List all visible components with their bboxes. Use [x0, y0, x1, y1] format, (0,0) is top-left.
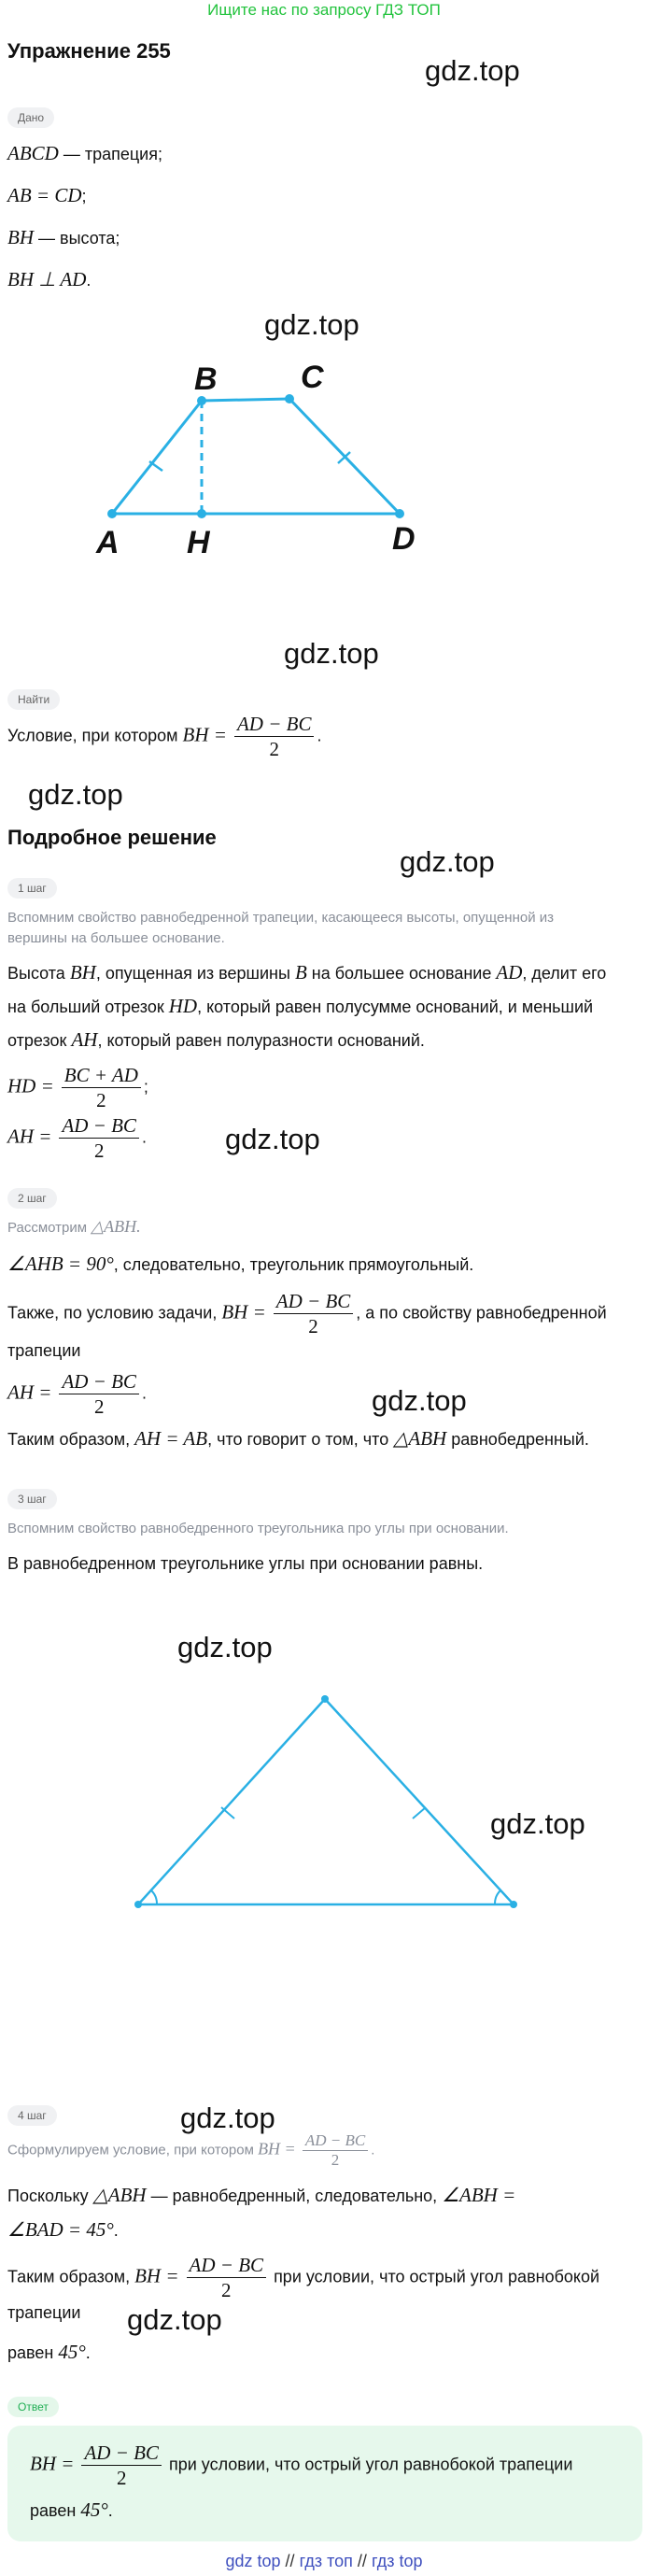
trapezoid-shape — [112, 399, 400, 514]
watermark: gdz.top — [225, 1123, 320, 1155]
vertex-point — [321, 1695, 329, 1703]
given-line-2: AB = CD; — [7, 184, 87, 206]
footer-link-gdz-top-ru[interactable]: гдз топ — [299, 2552, 353, 2570]
vertex-point — [134, 1901, 142, 1908]
watermark: gdz.top — [284, 637, 379, 670]
fraction: $\frac{AD - BC}{2}$ — [59, 1113, 139, 1163]
watermark: gdz.top — [127, 2303, 222, 2336]
fraction: $\frac{AD - BC}{2}$ — [274, 1289, 354, 1338]
given-tag: Дано — [7, 107, 54, 128]
fraction: $\frac{AD - BC}{2}$ — [187, 2253, 267, 2302]
step-2-line-4: Таким образом, AH = AB, что говорит о том, что △ABH равнобедренный. — [7, 1427, 589, 1450]
footer-link-gdz-top[interactable]: gdz top — [225, 2552, 281, 2570]
step-2-line-2: Также, по условию задачи, BH = $\frac{AD - BC}{2}$ , а по свойству равнобедренной — [7, 1290, 607, 1338]
formula-ah: AH = $\frac{AD - BC}{2}$ . — [7, 1114, 147, 1162]
step-2-line-1: ∠AHB = 90°, следовательно, треугольник прямоугольный. — [7, 1253, 474, 1275]
step-2-tag: 2 шаг — [7, 1188, 57, 1209]
angle-arc — [151, 1890, 157, 1904]
given-line-3: BH — высота; — [7, 226, 120, 248]
watermark: gdz.top — [490, 1807, 585, 1840]
formula-hd: HD = $\frac{BC + AD}{2}$ ; — [7, 1064, 148, 1111]
step-3-hint: Вспомним свойство равнобедренного треугольника про углы при основании. — [7, 1521, 509, 1536]
fraction: $\frac{AD - BC}{2}$ — [59, 1369, 139, 1419]
footer-link-gdz-top-mixed[interactable]: гдз top — [371, 2552, 423, 2570]
step-3-tag: 3 шаг — [7, 1489, 57, 1509]
step-4-line-3: Таким образом, BH = $\frac{AD - BC}{2}$ при условии, что острый угол равнобокой — [7, 2254, 600, 2301]
watermark: gdz.top — [425, 54, 520, 87]
step-1-tag: 1 шаг — [7, 878, 57, 899]
answer-line-1: BH = $\frac{AD - BC}{2}$ при условии, что острый угол равнобокой трапеции — [30, 2442, 573, 2489]
fraction: $\frac{AD - BC}{2}$ — [234, 712, 315, 761]
angle-arc — [495, 1890, 500, 1904]
answer-box — [7, 2426, 642, 2541]
given-line-4: BH ⊥ AD. — [7, 268, 92, 290]
point-d — [395, 509, 404, 518]
triangle-shape — [138, 1699, 514, 1904]
label-a: A — [96, 525, 120, 560]
top-banner[interactable]: Ищите нас по запросу ГДЗ ТОП — [207, 1, 441, 19]
watermark: gdz.top — [264, 308, 359, 341]
trapezoid-figure — [0, 346, 648, 570]
step-3-text: В равнобедренном треугольнике углы при основании равны. — [7, 1554, 484, 1573]
watermark: gdz.top — [28, 778, 123, 811]
step-4-line-4: трапеции — [7, 2303, 81, 2322]
footer — [0, 2550, 648, 2572]
triangle-figure — [0, 1681, 648, 1924]
fraction: $\frac{BC + AD}{2}$ — [62, 1063, 141, 1112]
fraction: $\frac{AD - BC}{2}$ — [303, 2131, 368, 2170]
label-h: H — [187, 525, 210, 560]
footer-separator: // — [357, 2552, 367, 2570]
label-c: C — [301, 360, 324, 395]
tick-mark — [413, 1807, 426, 1819]
point-b — [197, 396, 206, 405]
step-2-hint: Рассмотрим △ABH. — [7, 1217, 141, 1236]
step-1-hint: Вспомним свойство равнобедренной трапеции, касающееся высоты, опущенной из вершины на большее основание. — [7, 910, 555, 946]
watermark: gdz.top — [177, 1631, 273, 1663]
tick-mark — [221, 1807, 234, 1819]
step-1-paragraph-line-2: на больший отрезок HD, который равен полусумме оснований, и меньший — [7, 995, 594, 1017]
footer-separator: // — [285, 2552, 295, 2570]
fraction: $\frac{AD - BC}{2}$ — [81, 2441, 162, 2490]
formula-ah-2: AH = $\frac{AD - BC}{2}$ . — [7, 1370, 147, 1418]
point-a — [107, 509, 117, 518]
step-4-hint: Сформулируем условие, при котором BH = $\frac{AD - BC}{2}$ . — [7, 2131, 375, 2169]
step-1-paragraph-line-1: Высота BH, опущенная из вершины B на большее основание AD, делит его — [7, 961, 607, 984]
label-d: D — [392, 521, 416, 557]
find-tag: Найти — [7, 689, 60, 710]
step-4-tag: 4 шаг — [7, 2105, 57, 2126]
watermark: gdz.top — [180, 2102, 275, 2134]
solution-heading: Подробное решение — [7, 826, 217, 849]
page-title: Упражнение 255 — [7, 39, 171, 63]
find-line: Условие, при котором BH = $\frac{AD - BC}{2}$ . — [7, 713, 322, 760]
vertex-point — [510, 1901, 517, 1908]
point-c — [285, 394, 294, 403]
step-2-line-3: трапеции — [7, 1341, 81, 1360]
watermark: gdz.top — [372, 1384, 467, 1417]
given-line-1: ABCD — трапеция; — [7, 142, 162, 164]
answer-tag: Ответ — [7, 2397, 59, 2417]
label-b: B — [194, 361, 218, 397]
watermark: gdz.top — [400, 845, 495, 878]
step-4-line-5: равен 45°. — [7, 2341, 91, 2363]
step-4-line-1: Поскольку △ABH — равнобедренный, следовательно, ∠ABH = — [7, 2184, 516, 2206]
answer-line-2: равен 45°. — [30, 2498, 113, 2521]
step-4-line-2: ∠BAD = 45°. — [7, 2218, 119, 2241]
step-1-paragraph-line-3: отрезок AH, который равен полуразности оснований. — [7, 1028, 425, 1051]
point-h — [197, 509, 206, 518]
